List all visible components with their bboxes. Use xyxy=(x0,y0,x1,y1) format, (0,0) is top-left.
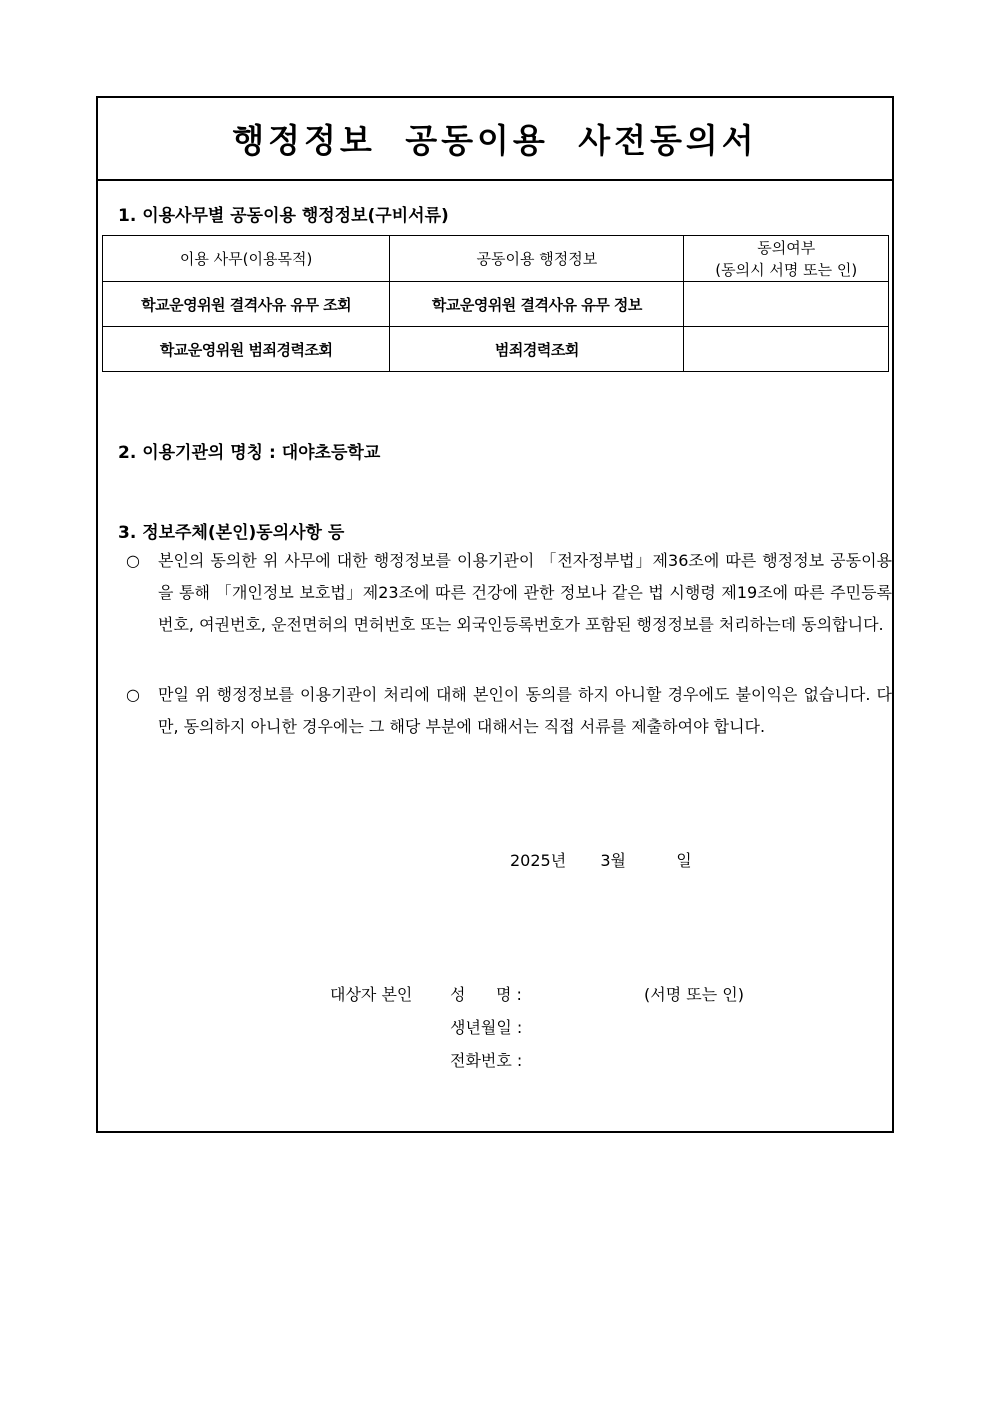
date-day: 일 xyxy=(676,851,692,870)
date-month: 3월 xyxy=(600,851,627,870)
name-label: 성 명 : xyxy=(450,985,522,1004)
birth-label: 생년월일 : xyxy=(450,1018,523,1037)
header-shared-info: 공동이용 행정정보 xyxy=(390,236,684,282)
row-consent-cell[interactable] xyxy=(684,327,889,372)
row-info: 범죄경력조회 xyxy=(390,327,684,372)
section1-heading: 1. 이용사무별 공동이용 행정정보(구비서류) xyxy=(118,206,449,226)
phone-label: 전화번호 : xyxy=(450,1051,523,1070)
consent-text: 만일 위 행정정보를 이용기관이 처리에 대해 본인이 동의를 하지 아니할 경우에도 불이익은 없습니다. 다만, 동의하지 아니한 경우에는 그 해당 부분에 대해서는 직접 서류를 제출하여야 합니다. xyxy=(158,685,892,736)
header-consent-label: 동의여부 xyxy=(757,238,816,257)
consent-text: 본인의 동의한 위 사무에 대한 행정정보를 이용기관이 「전자정부법」제36조에 따른 행정정보 공동이용을 통해 「개인정보 보호법」제23조에 따른 건강에 관한 정보나 같은 법 시행령 제19조에 따른 주민등록번호, 여권번호, 운전면허의 면허번호 또는 외국인등록번호가 포함된 행정정보를 처리하는데 동의합니다. xyxy=(158,551,892,634)
title-box xyxy=(98,98,892,181)
subject-label: 대상자 본인 xyxy=(330,985,413,1004)
date-year: 2025년 xyxy=(510,851,567,870)
admin-info-table xyxy=(102,235,889,372)
section2-heading: 2. 이용기관의 명칭 : 대야초등학교 xyxy=(118,443,381,463)
header-consent-sub: (동의시 서명 또는 인) xyxy=(715,260,858,279)
row-purpose: 학교운영위원 결격사유 유무 조회 xyxy=(103,282,390,327)
row-info: 학교운영위원 결격사유 유무 정보 xyxy=(390,282,684,327)
row-purpose: 학교운영위원 범죄경력조회 xyxy=(103,327,390,372)
consent-form xyxy=(96,96,894,1133)
table-header-row xyxy=(103,236,889,282)
circle-bullet-icon: ○ xyxy=(126,685,140,704)
date-line xyxy=(510,848,692,871)
page-title: 행정정보 공동이용 사전동의서 xyxy=(232,121,758,160)
table-row xyxy=(103,282,889,327)
row-consent-cell[interactable] xyxy=(684,282,889,327)
section3-heading: 3. 정보주체(본인)동의사항 등 xyxy=(118,523,345,543)
header-purpose: 이용 사무(이용목적) xyxy=(103,236,390,282)
consent-item xyxy=(126,679,892,743)
header-consent xyxy=(684,236,889,282)
consent-item xyxy=(126,545,892,641)
sign-hint: (서명 또는 인) xyxy=(644,985,744,1004)
circle-bullet-icon: ○ xyxy=(126,551,140,570)
table-row xyxy=(103,327,889,372)
